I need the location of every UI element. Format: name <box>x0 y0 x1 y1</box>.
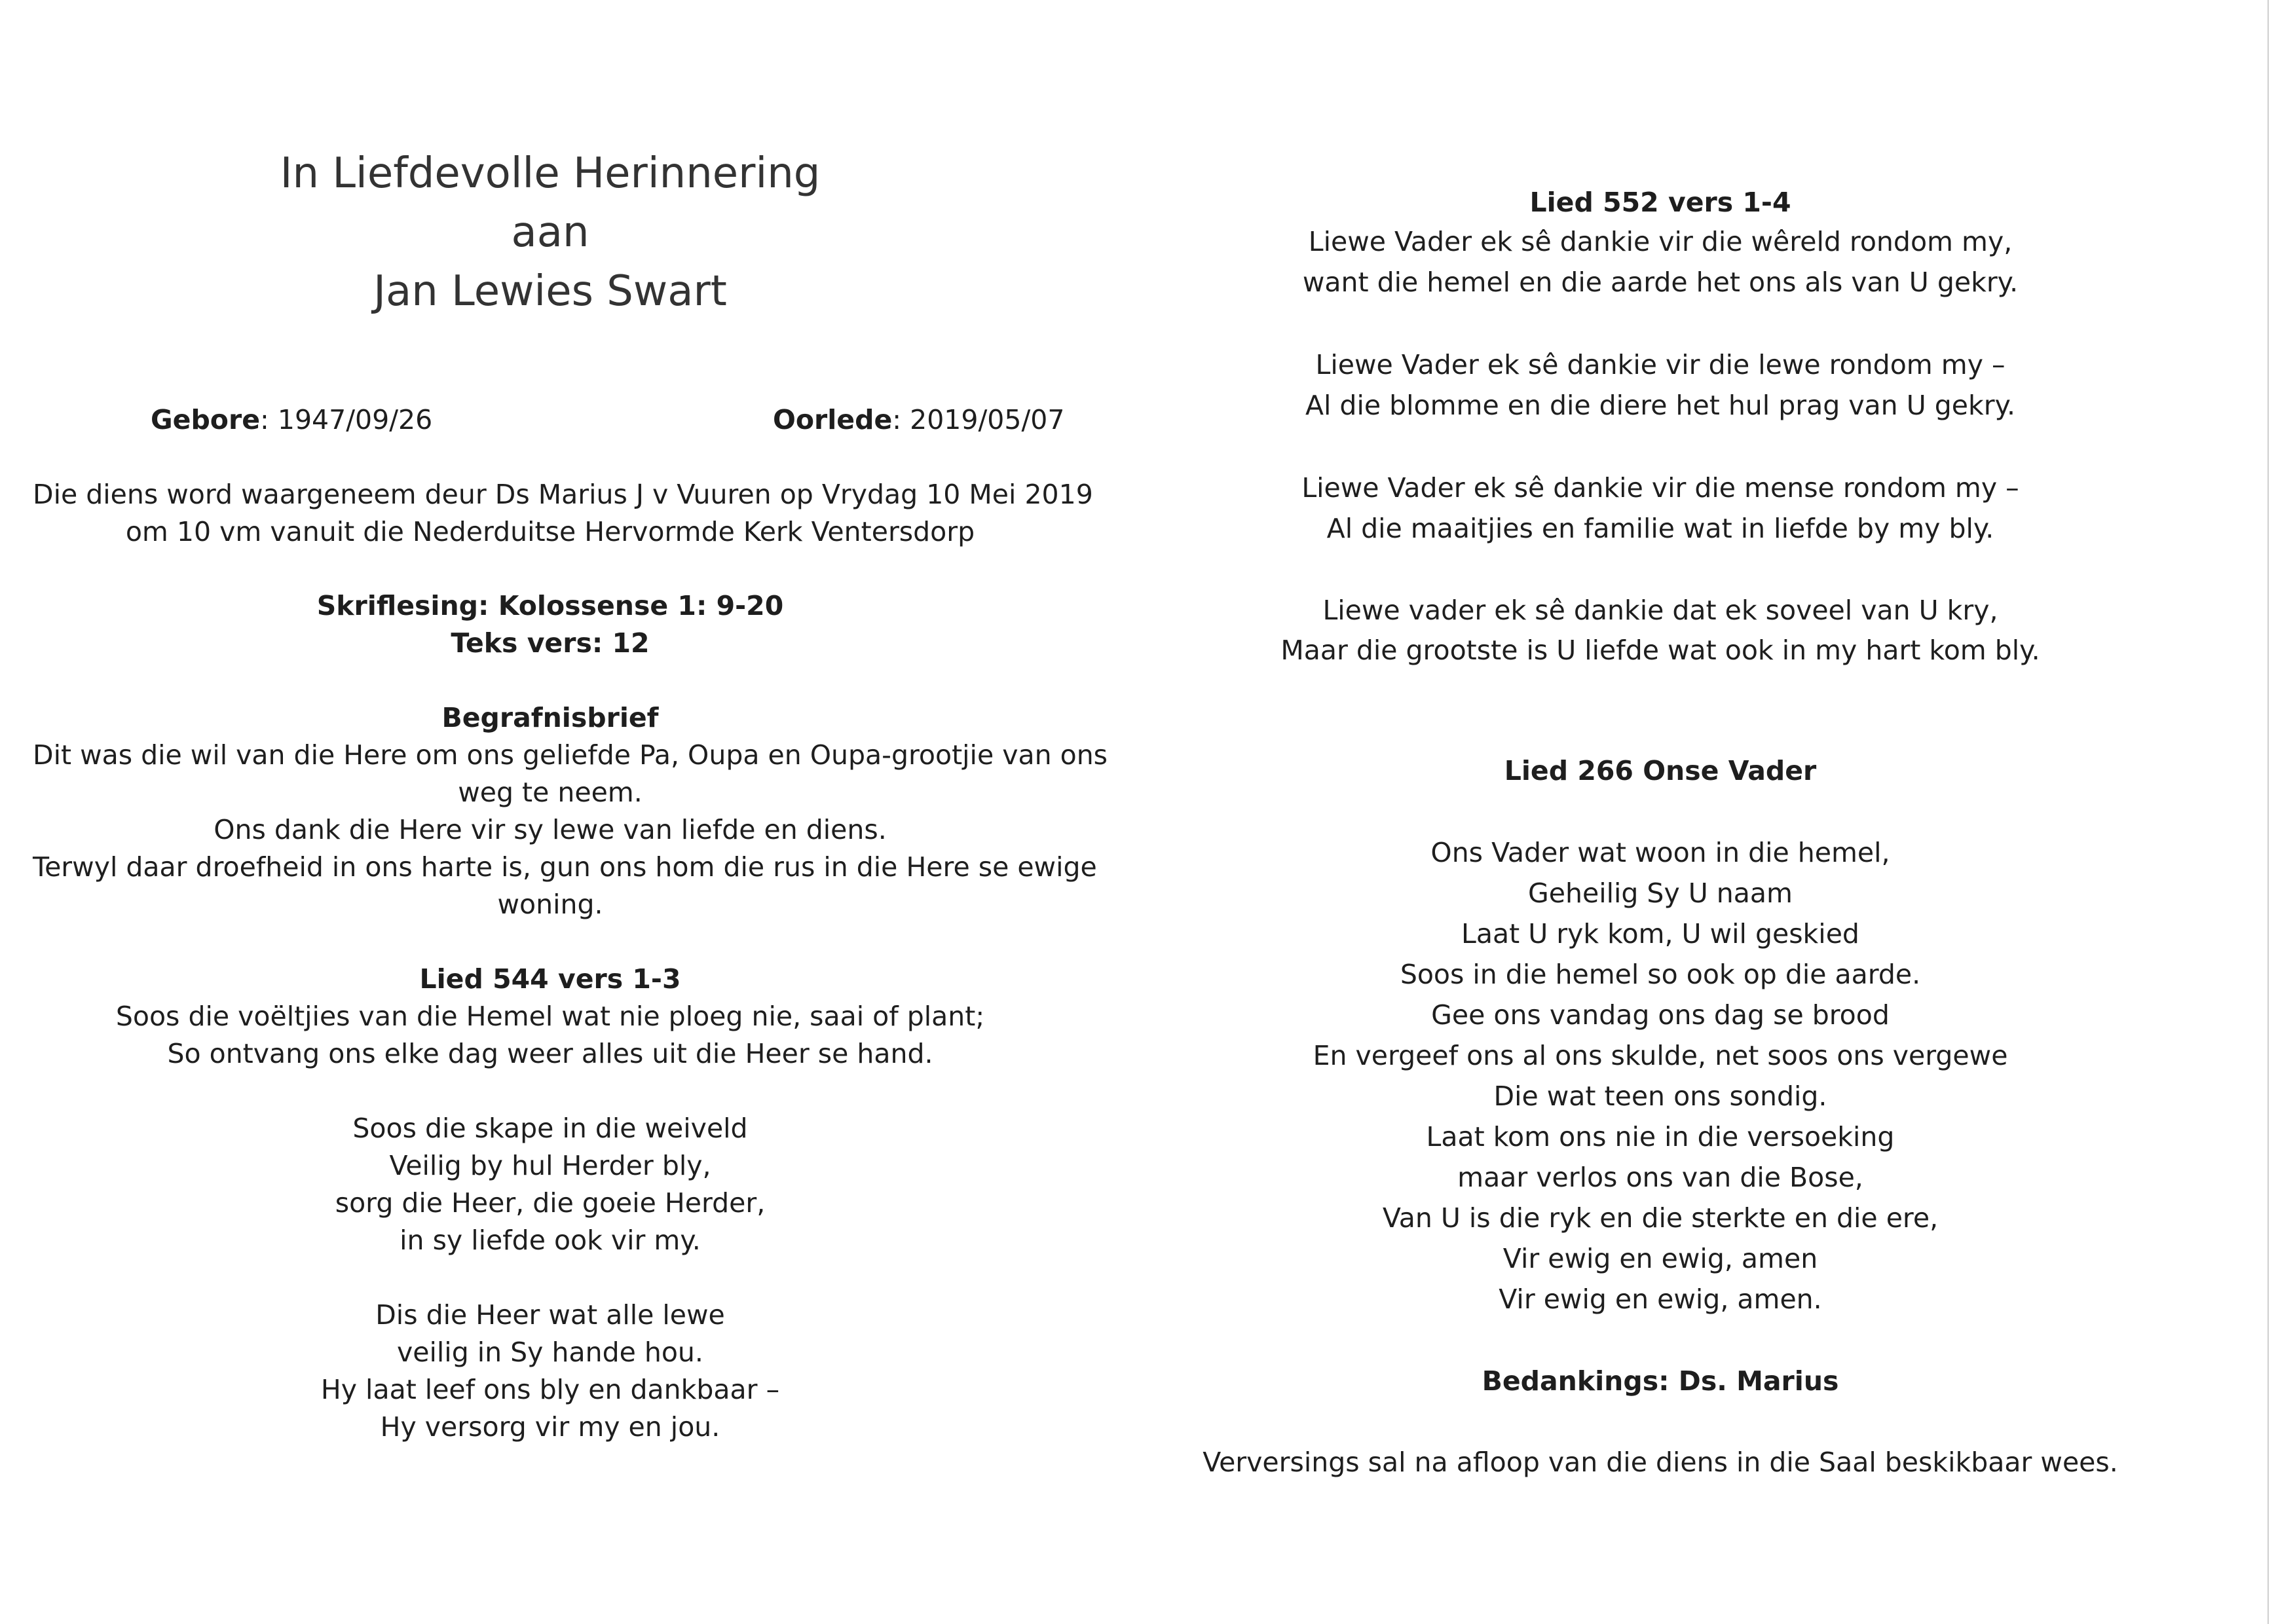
service-line: Die diens word waargeneem deur Ds Marius J v Vuuren op Vrydag 10 Mei 2019 <box>33 479 1093 510</box>
song-544-line: Soos die voëltjies van die Hemel wat nie ploeg nie, saai of plant; <box>115 1001 985 1032</box>
scripture-text: Teks vers: 12 <box>451 627 650 659</box>
death-label: Oorlede <box>773 404 893 435</box>
song-544-line: sorg die Heer, die goeie Herder, <box>335 1187 766 1219</box>
song-544-line: Dis die Heer wat alle lewe <box>375 1299 725 1331</box>
song-552-line: Liewe Vader ek sê dankie vir die wêreld rondom my, <box>1308 226 2013 257</box>
song-266-line: Vir ewig en ewig, amen <box>1502 1243 1818 1274</box>
heading-line-1: In Liefdevolle Herinnering <box>280 149 821 198</box>
song-544-line: Veilig by hul Herder bly, <box>389 1150 711 1181</box>
scripture-reading: Skriflesing: Kolossense 1: 9-20 <box>316 590 784 621</box>
birth-value: : 1947/09/26 <box>260 404 433 435</box>
song-544-title: Lied 544 vers 1-3 <box>419 963 681 995</box>
song-544-line: Hy laat leef ons bly en dankbaar – <box>320 1374 780 1405</box>
service-line: om 10 vm vanuit die Nederduitse Hervormde Kerk Ventersdorp <box>125 516 975 547</box>
song-266-line: Geheilig Sy U naam <box>1528 877 1793 909</box>
song-552-line: Liewe Vader ek sê dankie vir die lewe rondom my – <box>1315 349 2006 380</box>
thanks-line: Bedankings: Ds. Marius <box>1482 1365 1839 1397</box>
letter-title: Begrafnisbrief <box>441 702 659 733</box>
dates-row <box>151 401 1065 439</box>
song-266-line: Van U is die ryk en die sterkte en die ere, <box>1382 1202 1939 1234</box>
heading-line-2: aan <box>511 208 589 257</box>
death-date <box>773 401 1064 439</box>
birth-label: Gebore <box>151 404 261 435</box>
song-544-line: in sy liefde ook vir my. <box>400 1225 701 1256</box>
song-266-line: Laat U ryk kom, U wil geskied <box>1461 918 1859 950</box>
song-266-line: En vergeef ons al ons skulde, net soos ons vergewe <box>1313 1040 2008 1071</box>
deceased-name: Jan Lewies Swart <box>373 267 727 316</box>
song-544-line: Hy versorg vir my en jou. <box>380 1411 720 1443</box>
song-266-line: Laat kom ons nie in die versoeking <box>1426 1121 1895 1153</box>
song-266-line: Die wat teen ons sondig. <box>1493 1080 1827 1112</box>
letter-line: weg te neem. <box>458 777 643 808</box>
song-552-title: Lied 552 vers 1-4 <box>1529 187 1791 218</box>
letter-line: Terwyl daar droefheid in ons harte is, gun ons hom die rus in die Here se ewige <box>33 851 1097 883</box>
left-panel <box>33 0 1108 1624</box>
song-552-line: want die hemel en die aarde het ons als van U gekry. <box>1302 267 2019 298</box>
letter-line: Ons dank die Here vir sy lewe van liefde en diens. <box>214 814 887 845</box>
birth-date <box>151 401 432 439</box>
song-266-line: Gee ons vandag ons dag se brood <box>1431 999 1890 1031</box>
song-544-line: veilig in Sy hande hou. <box>397 1337 703 1368</box>
song-552-line: Al die maaitjies en familie wat in liefde by my bly. <box>1326 513 1994 544</box>
letter-line: Dit was die wil van die Here om ons geliefde Pa, Oupa en Oupa-grootjie van ons <box>33 739 1108 771</box>
song-544-line: Soos die skape in die weiveld <box>352 1113 748 1144</box>
song-266-line: Vir ewig en ewig, amen. <box>1499 1283 1822 1315</box>
page-edge-line <box>2267 0 2269 1624</box>
song-266-line: Soos in die hemel so ook op die aarde. <box>1400 959 1921 990</box>
refreshments-line: Verversings sal na afloop van die diens in die Saal beskikbaar wees. <box>1203 1447 2118 1478</box>
song-552-line: Liewe Vader ek sê dankie vir die mense rondom my – <box>1301 472 2019 504</box>
death-value: : 2019/05/07 <box>892 404 1065 435</box>
letter-line: woning. <box>497 889 603 920</box>
song-266-title: Lied 266 Onse Vader <box>1504 755 1817 786</box>
song-552-line: Al die blomme en die diere het hul prag van U gekry. <box>1305 390 2016 421</box>
song-552-line: Maar die grootste is U liefde wat ook in my hart kom bly. <box>1280 635 2040 666</box>
song-266-line: Ons Vader wat woon in die hemel, <box>1430 837 1890 868</box>
song-544-line: So ontvang ons elke dag weer alles uit die Heer se hand. <box>167 1038 933 1069</box>
song-552-line: Liewe vader ek sê dankie dat ek soveel van U kry, <box>1322 595 1998 626</box>
right-panel <box>1192 0 2129 1624</box>
song-266-line: maar verlos ons van die Bose, <box>1457 1162 1863 1193</box>
